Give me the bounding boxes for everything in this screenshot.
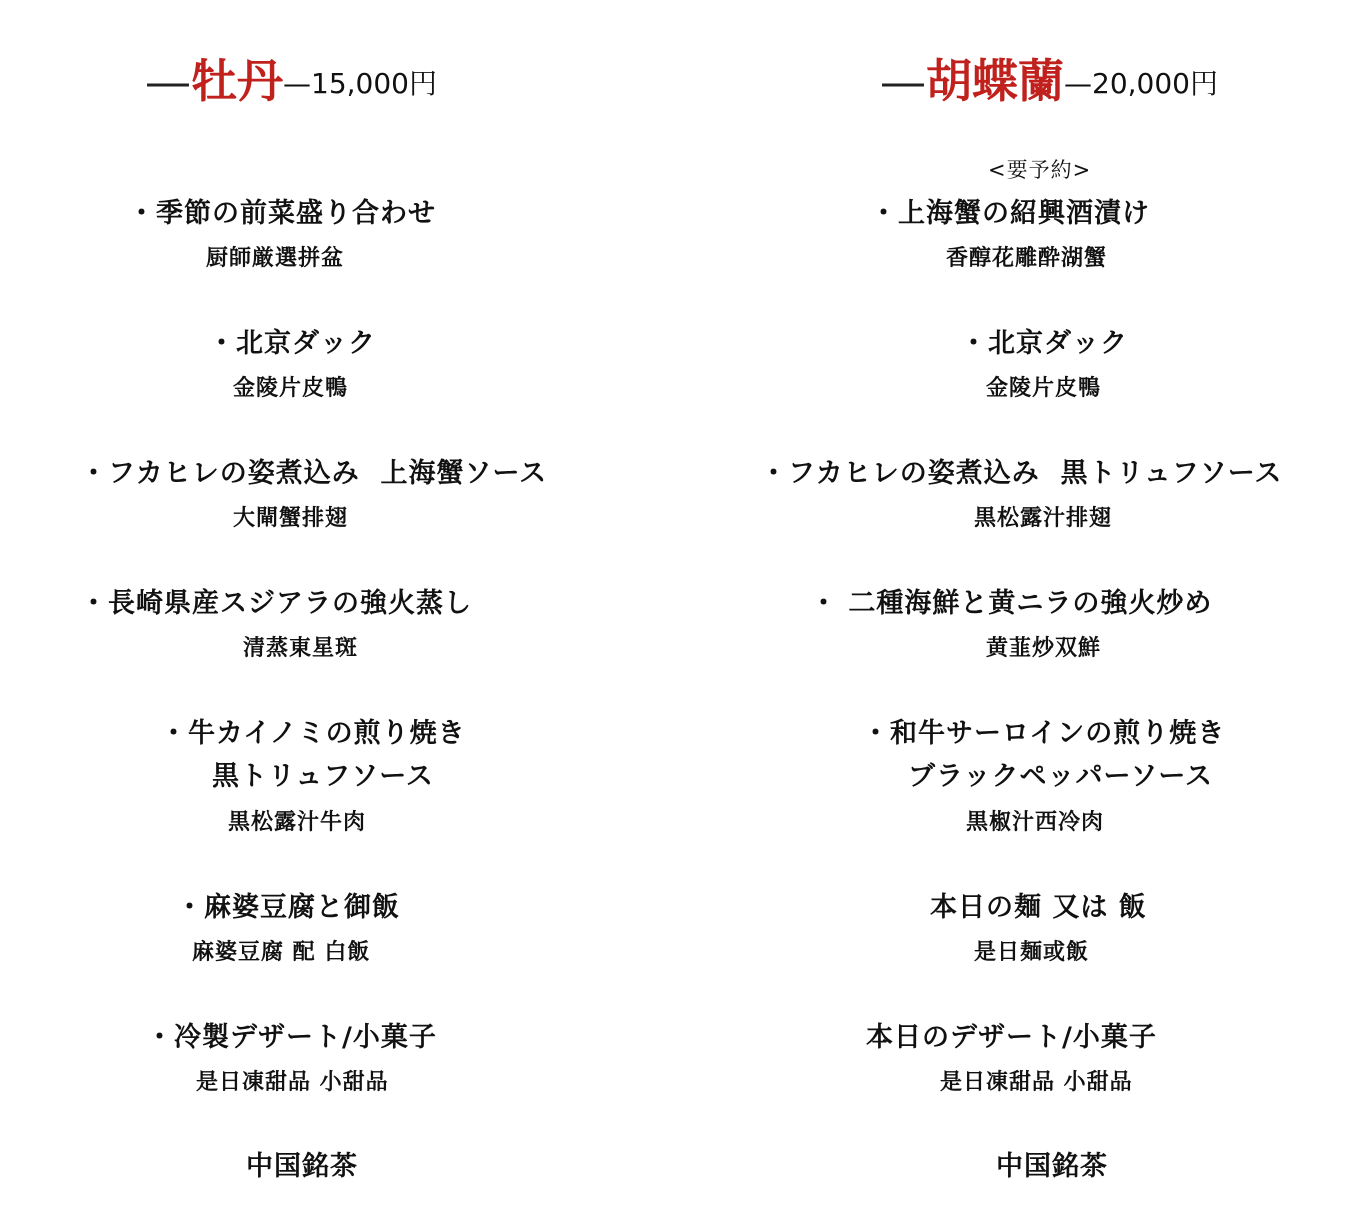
dish-cn: 黒椒汁西冷肉: [966, 810, 1105, 835]
dish-jp: ・和牛サーロインの煎り焼き: [862, 718, 1226, 749]
dish-jp: ・冷製デザート/小菓子: [146, 1022, 437, 1053]
course-title-kochoran: [880, 54, 1218, 108]
dish-cn: 金陵片皮鴨: [233, 376, 349, 401]
dish-jp: ・季節の前菜盛り合わせ: [128, 198, 436, 229]
dish-cn: 金陵片皮鴨: [986, 376, 1102, 401]
dish-jp: ・長崎県産スジアラの強火蒸し: [80, 588, 472, 619]
dish-cn: 香醇花雕酔湖蟹: [946, 246, 1108, 271]
course-price: —15,000円: [283, 67, 437, 100]
dish-jp-line2: 黒トリュフソース: [212, 761, 434, 792]
dish-jp: ・牛カイノミの煎り焼き: [160, 718, 466, 749]
title-dash: —: [880, 54, 926, 108]
course-name: 胡蝶蘭: [926, 54, 1064, 108]
dish-jp: 中国銘茶: [246, 1151, 358, 1182]
menu-column-kochoran: [690, 0, 1356, 1228]
dish-cn: 清蒸東星斑: [243, 636, 359, 661]
dish-jp: ・北京ダック: [960, 328, 1128, 359]
dish-jp: ・上海蟹の紹興酒漬け: [870, 198, 1150, 229]
course-name: 牡丹: [191, 54, 283, 108]
dish-jp: 本日の麺 又は 飯: [930, 892, 1147, 923]
dish-jp: ・北京ダック: [208, 328, 376, 359]
dish-cn: 是日麺或飯: [974, 940, 1090, 965]
title-dash: —: [145, 54, 191, 108]
dish-cn: 是日凍甜品 小甜品: [196, 1070, 389, 1095]
dish-cn: 黒松露汁牛肉: [228, 810, 367, 835]
dish-cn: 是日凍甜品 小甜品: [940, 1070, 1133, 1095]
dish-jp: 中国銘茶: [996, 1151, 1108, 1182]
dish-jp: ・フカヒレの姿煮込み 上海蟹ソース: [80, 458, 548, 489]
menu-column-botan: [0, 0, 660, 1228]
dish-jp: ・ 二種海鮮と黄ニラの強火炒め: [810, 588, 1213, 619]
course-title-botan: [145, 54, 437, 108]
dish-jp: ・フカヒレの姿煮込み 黒トリュフソース: [760, 458, 1283, 489]
dish-jp-line2: ブラックペッパーソース: [908, 761, 1214, 792]
dish-cn: 厨師厳選拼盆: [206, 246, 345, 271]
dish-cn: 黒松露汁排翅: [974, 506, 1113, 531]
reservation-note: <要予約>: [988, 158, 1092, 182]
dish-jp: 本日のデザート/小菓子: [866, 1022, 1157, 1053]
dish-cn: 麻婆豆腐 配 白飯: [192, 940, 371, 965]
dish-cn: 大閘蟹排翅: [233, 506, 349, 531]
dish-cn: 黄韮炒双鮮: [986, 636, 1102, 661]
course-price: —20,000円: [1064, 67, 1218, 100]
dish-jp: ・麻婆豆腐と御飯: [176, 892, 400, 923]
